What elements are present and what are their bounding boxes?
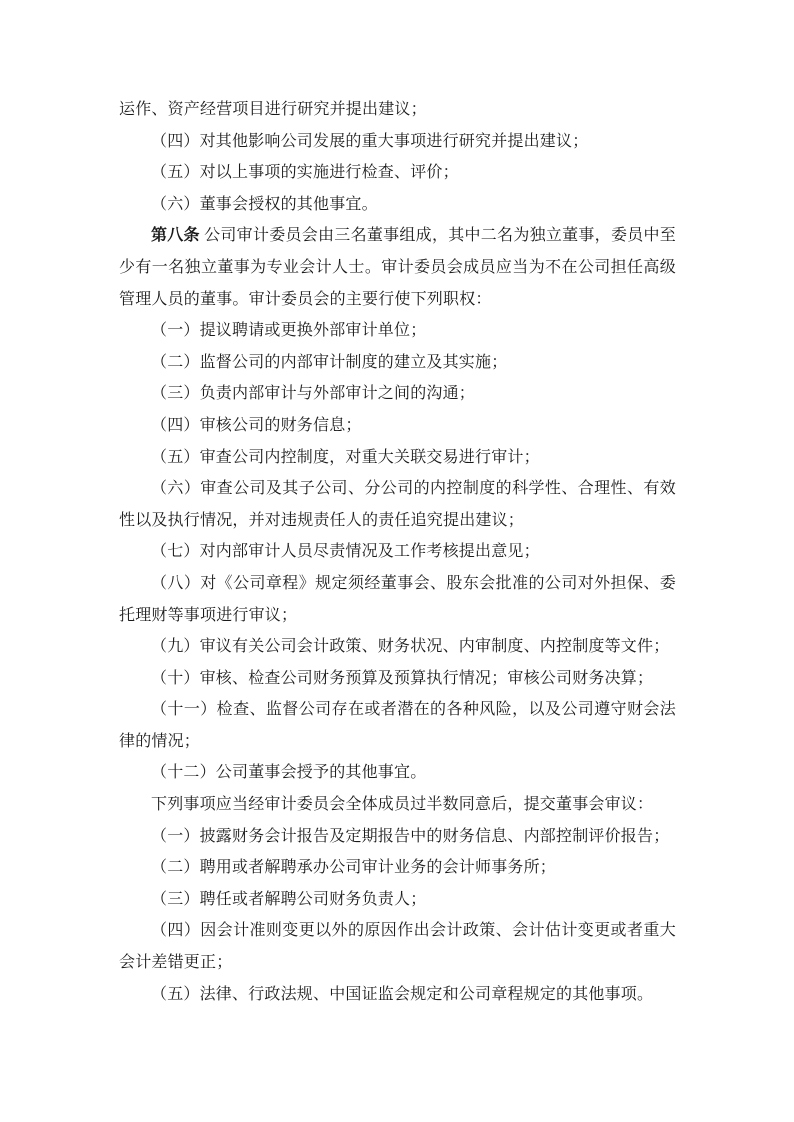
paragraph-text: （十一）检查、监督公司存在或者潜在的各种风险，以及公司遵守财会法律的情况； xyxy=(119,701,676,750)
paragraph xyxy=(119,757,676,789)
paragraph-text: （五）法律、行政法规、中国证监会规定和公司章程规定的其他事项。 xyxy=(151,985,654,1003)
paragraph xyxy=(119,378,676,410)
paragraph xyxy=(119,536,676,568)
paragraph xyxy=(119,315,676,347)
paragraph-text: （六）审查公司及其子公司、分公司的内控制度的科学性、合理性、有效性以及执行情况，并对违规责任人的责任追究提出建议； xyxy=(119,480,676,529)
paragraph-text: （五）对以上事项的实施进行检查、评价； xyxy=(151,164,459,182)
paragraph-text: （二）监督公司的内部审计制度的建立及其实施； xyxy=(151,353,508,371)
paragraph xyxy=(119,789,676,821)
paragraph xyxy=(119,220,676,315)
paragraph xyxy=(119,189,676,221)
paragraph xyxy=(119,852,676,884)
paragraph xyxy=(119,347,676,379)
paragraph-text: 运作、资产经营项目进行研究并提出建议； xyxy=(119,101,427,118)
paragraph-text: （三）负责内部审计与外部审计之间的沟通； xyxy=(151,385,476,403)
paragraph xyxy=(119,410,676,442)
paragraph xyxy=(119,694,676,757)
paragraph-text: （一）提议聘请或更换外部审计单位； xyxy=(151,322,427,340)
paragraph xyxy=(119,884,676,916)
paragraph-text: （七）对内部审计人员尽责情况及工作考核提出意见； xyxy=(151,543,540,561)
paragraph xyxy=(119,568,676,631)
paragraph-text: （六）董事会授权的其他事宜。 xyxy=(151,195,378,213)
paragraph xyxy=(119,126,676,158)
paragraph-text: （四）因会计准则变更以外的原因作出会计政策、会计估计变更或者重大会计差错更正； xyxy=(119,922,676,972)
paragraph xyxy=(119,631,676,663)
paragraph xyxy=(119,979,676,1011)
paragraph xyxy=(119,442,676,474)
paragraph xyxy=(119,821,676,853)
paragraph-text: （二）聘用或者解聘承办公司审计业务的会计师事务所； xyxy=(151,859,557,877)
paragraph xyxy=(119,473,676,536)
paragraph-text: （四）审核公司的财务信息； xyxy=(151,416,362,434)
paragraph-text: （十二）公司董事会授予的其他事宜。 xyxy=(151,764,427,782)
paragraph-text: （八）对《公司章程》规定须经董事会、股东会批准的公司对外担保、委托理财等事项进行审议； xyxy=(119,574,676,624)
paragraph-text: （九）审议有关公司会计政策、财务状况、内审制度、内控制度等文件； xyxy=(151,638,670,656)
paragraph-text: 下列事项应当经审计委员会全体成员过半数同意后，提交董事会审议： xyxy=(151,796,654,814)
paragraph-text: （十）审核、检查公司财务预算及预算执行情况；审核公司财务决算； xyxy=(151,669,654,687)
paragraph-text: （四）对其他影响公司发展的重大事项进行研究并提出建议； xyxy=(151,132,589,150)
document-body xyxy=(119,94,676,1010)
paragraph xyxy=(119,157,676,189)
paragraph xyxy=(119,663,676,695)
article-number: 第八条 xyxy=(151,227,200,245)
paragraph-text: （三）聘任或者解聘公司财务负责人； xyxy=(151,890,427,908)
paragraph xyxy=(119,94,676,126)
paragraph-text: （一）披露财务会计报告及定期报告中的财务信息、内部控制评价报告； xyxy=(151,827,670,845)
paragraph-text: 公司审计委员会由三名董事组成，其中二名为独立董事，委员中至少有一名独立董事为专业会计人士。审计委员会成员应当为不在公司担任高级管理人员的董事。审计委员会的主要行使下列职权： xyxy=(119,227,676,308)
paragraph-text: （五）审查公司内控制度，对重大关联交易进行审计； xyxy=(151,448,540,466)
paragraph xyxy=(119,915,676,978)
